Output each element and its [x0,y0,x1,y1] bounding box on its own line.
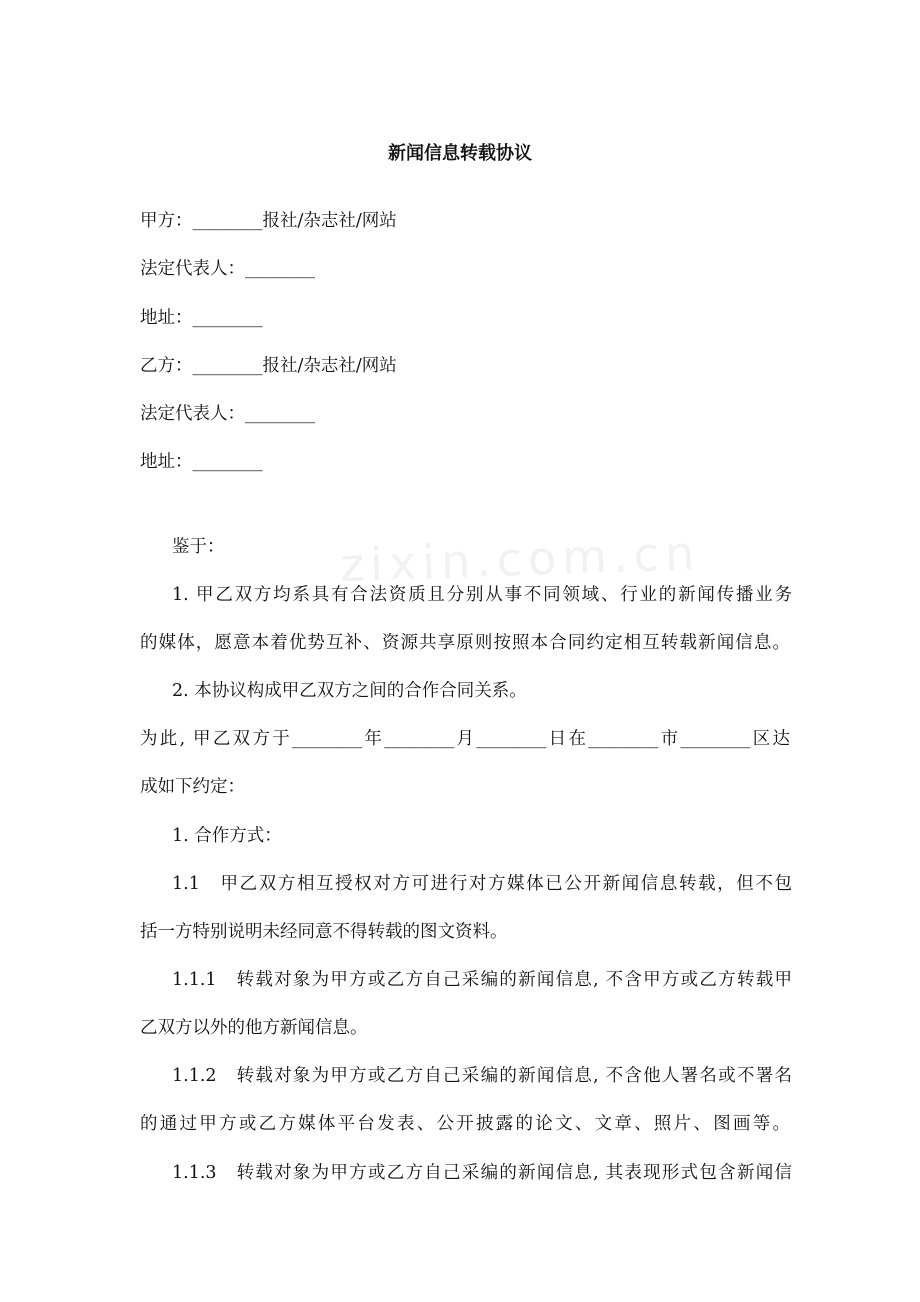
agreement-statement-line-2: 成如下约定： [140,777,245,797]
document-title: 新闻信息转载协议 [388,143,532,164]
whereas-clause-2: 2. 本协议构成甲乙双方之间的合作合同关系。 [172,681,527,701]
section-1-1-line-2: 括一方特别说明未经同意不得转载的图文资料。 [140,922,508,942]
party-a-representative: 法定代表人：________ [140,259,315,279]
party-a-address: 地址：________ [140,308,263,328]
whereas-label: 鉴于： [172,537,225,557]
party-a-name: 甲方：________报社/杂志社/网站 [140,211,397,231]
watermark-logo: zixin.com.cn [339,525,701,593]
section-1-1-2-line-2: 的通过甲方或乙方媒体平台发表、公开披露的论文、文章、照片、图画等。 [140,1114,790,1134]
whereas-clause-1-line-2: 的媒体，愿意本着优势互补、资源共享原则按照本合同约定相互转载新闻信息。 [140,633,790,653]
whereas-clause-1-line-1: 1. 甲乙双方均系具有合法资质且分别从事不同领域、行业的新闻传播业务 [172,585,792,605]
section-1-heading: 1. 合作方式： [172,826,282,846]
agreement-statement-line-1: 为此, 甲乙双方于________年________月________日在________市________区达 [140,729,790,749]
party-b-address: 地址：________ [140,452,263,472]
section-1-1-1-line-2: 乙双方以外的他方新闻信息。 [140,1018,368,1038]
section-1-1-line-1: 1.1 甲乙双方相互授权对方可进行对方媒体已公开新闻信息转载，但不包 [172,874,792,894]
section-1-1-2-line-1: 1.1.2 转载对象为甲方或乙方自己采编的新闻信息, 不含他人署名或不署名 [172,1066,792,1086]
party-b-representative: 法定代表人：________ [140,404,315,424]
section-1-1-3-line-1: 1.1.3 转载对象为甲方或乙方自己采编的新闻信息, 其表现形式包含新闻信 [172,1163,792,1183]
party-b-name: 乙方：________报社/杂志社/网站 [140,356,397,376]
section-1-1-1-line-1: 1.1.1 转载对象为甲方或乙方自己采编的新闻信息, 不含甲方或乙方转载甲 [172,970,792,990]
